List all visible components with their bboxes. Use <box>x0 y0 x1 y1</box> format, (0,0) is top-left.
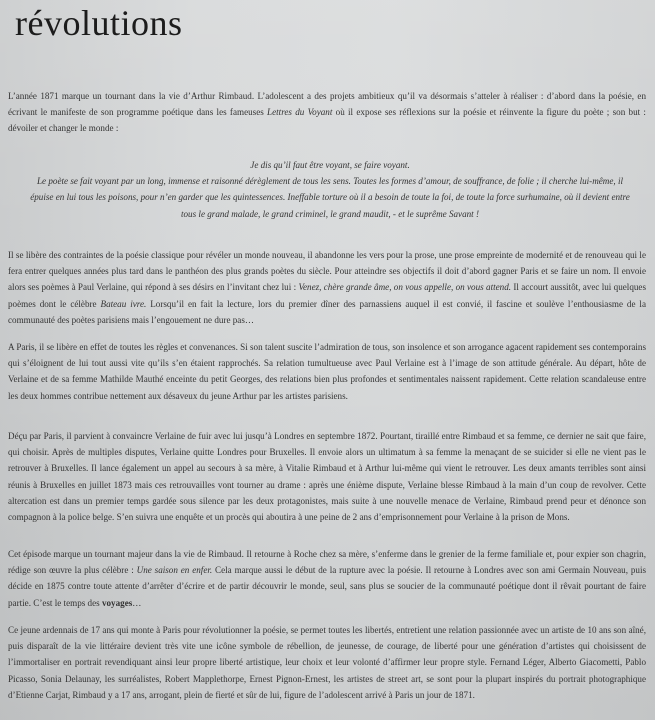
paragraph-intro-italic: Lettres du Voyant <box>267 107 333 118</box>
paragraph-london: Déçu par Paris, il parvient à convaincre Verlaine de fuir avec lui jusqu’à Londres en septembre 1872. Pourtant, tiraillé entre Rimbaud et sa femme, ce dernier ne sait que faire, qui choisir. Après de multiples disputes, Verlaine quitte Londres pour Bruxelles. Il envoie alors un ultimatum à sa femme la menaçant de se suicider si elle ne vient pas le retrouver à Bruxelles. Il lance également un appel au secours à sa mère, à Vitalie Rimbaud et à Arthur lui-même qui vient le retrouver. Les deux amants terribles sont ainsi réunis à Bruxelles en juillet 1873 mais ces retrouvailles vont tourner au drame : après une énième dispute, Verlaine blesse Rimbaud à la main d’un coup de revolver. Cette altercation est dans un premier temps gardée sous silence par les deux protagonistes, mais suite à une nouvelle menace de Verlaine, Rimbaud prend peur et dénonce son compagnon à la police belge. S’en suivra une enquête et un procès qui aboutira à une peine de 2 ans d’emprisonnement pour Verlaine à la prison de Mons. <box>8 431 646 523</box>
quote-first-line: Je dis qu’il faut être voyant, se faire voyant. <box>250 160 410 170</box>
paragraph-turning-italic: Une saison en enfer. <box>136 565 213 576</box>
paragraph-liberation: A Paris, il se libère en effet de toutes les règles et convenances. Si son talent suscite l’admiration de tous, son insolence et son arrogance agacent rapidement ses contemporains qui s’éloignent de lui tout aussi vite qu’ils s’en étaient rapprochés. Sa relation tumultueuse avec Paul Verlaine est à l’image de son attitude générale. Au départ, hôte de Verlaine et de sa femme Mathilde Mauthé enceinte du petit Georges, des relations bien plus profondes et sentimentales naissent rapidement. Cette relation scandaleuse entre les deux hommes contribue nettement aux désaveux du jeune Arthur par les artistes parisiens. <box>8 342 646 401</box>
quote-body: Le poète se fait voyant par un long, immense et raisonné dérèglement de tous les sens. Toutes les formes d’amour, de souffrance, de folie ; il cherche lui-même, il épuise en lui tous les poisons, pour n’en garder que les quintessences. Ineffable torture où il a besoin de toute la foi, de toute la force surhumaine, où il devient entre tous le grand malade, le grand criminel, le grand maudit, - et le suprême Savant ! <box>30 176 630 219</box>
quote-voyant <box>30 157 630 222</box>
paragraph-turning-mid: Cela marque aussi le début de la rupture avec la poésie. Il retourne à Londres avec son ami Germain Nouveau, puis décide en 1875 contre toute attente d’arrêter d’écrire et de partir découvrir le monde, seul, sans plus se soucier de la communauté poétique dont il rêvait pourtant de faire partie. C’est le temps des <box>8 565 647 608</box>
paragraph-paris-italic-2: Bateau ivre. <box>100 298 147 309</box>
paragraph-turning-point <box>8 546 646 611</box>
paragraph-intro-end: où il expose ses réflexions sur la poésie et réinvente la figure du poète ; son but : dévoiler et changer le monde : <box>8 107 646 134</box>
paragraph-paris-italic: Venez, chère grande âme, on vous appelle, on vous attend. <box>298 282 512 293</box>
paragraph-paris <box>8 247 646 328</box>
paragraph-paris-text: Il se libère des contraintes de la poésie classique pour révéler un monde nouveau, il abandonne les vers pour la prose, une prose empreinte de modernité et de renouveau qui le fera entrer quelques années plus tard dans le panthéon des plus grands poètes du siècle. Pour atteindre ses objectifs il doit d’abord gagner Paris et se faire un nom. Il envoie alors ses poèmes à Paul Verlaine, qui répond à ses désirs en l’invitant chez lui : <box>8 250 646 293</box>
paragraph-paris-end: Lorsqu’il en fait la lecture, lors du premier dîner des parnassiens auquel il est convié, il fascine et soulève l’enthousiasme de la communauté des poètes parisiens mais l’engouement ne dure pas… <box>8 298 646 325</box>
paragraph-paris-mid: Il accourt aussitôt, avec lui quelques poèmes dont le célèbre <box>8 282 646 309</box>
paragraph-turning-text: Cet épisode marque un tournant majeur dans la vie de Rimbaud. Il retourne à Roche chez sa mère, s’enferme dans le grenier de la ferme familiale et, pour expier son chagrin, rédige son œuvre la plus célèbre : <box>8 549 646 576</box>
paragraph-legacy: Ce jeune ardennais de 17 ans qui monte à Paris pour révolutionner la poésie, se permet toutes les libertés, entretient une relation passionnée avec un artiste de 10 ans son aîné, puis disparaît de la vie littéraire devient très vite une icône symbole de rébellion, de jeunesse, de courage, de liberté pour une génération d’artistes qui choisissent de l’immortaliser en portrait revendiquant ainsi leur propre liberté artistique, leur choix et leur volonté d’affirmer leur propre style. Fernand Léger, Alberto Giacometti, Pablo Picasso, Sonia Delaunay, les surréalistes, Robert Mapplethorpe, Ernest Pignon-Ernest, les artistes de street art, se sont pour la plupart inspirés du portrait photographique d’Etienne Carjat, Rimbaud y a 17 ans, arrogant, plein de fierté et sûr de lui, figure de l’adolescent arrivé à Paris un jour de 1871. <box>8 625 646 700</box>
paragraph-turning-end: … <box>132 597 142 608</box>
paragraph-intro <box>8 88 646 137</box>
paragraph-intro-text: L’année 1871 marque un tournant dans la vie d’Arthur Rimbaud. L’adolescent a des projets ambitieux qu’il va désormais s’atteler à réaliser : d’abord dans la poésie, en écrivant le manifeste de son programme poétique dans les fameuses <box>8 91 646 118</box>
paragraph-turning-bold: voyages <box>101 597 133 608</box>
page-title: révolutions <box>15 3 183 43</box>
